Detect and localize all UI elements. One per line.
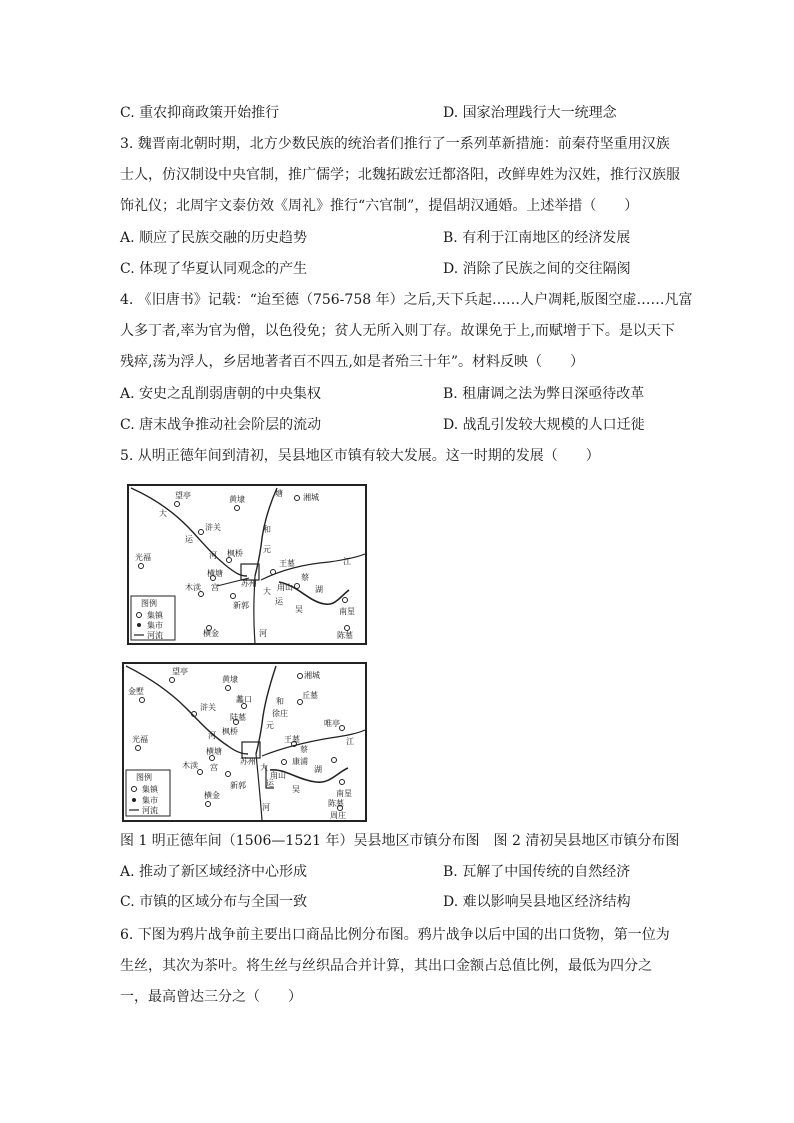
map-label: 王墓 (284, 735, 300, 744)
q4-stem-line: 残瘁,荡为浮人，乡居地著者百不四五,如是者殆三十年”。材料反映（ ） (120, 354, 585, 370)
q4-option-d: D. 战乱引发较大规模的人口迁徙 (443, 417, 645, 433)
map-label: 运 (185, 535, 193, 544)
map-label: 甪山 (277, 583, 293, 592)
map-legend-item: 集市 (147, 621, 163, 630)
map-label: 黄埭 (222, 675, 238, 684)
map-label: 河 (208, 731, 216, 740)
map-figure-1 (127, 484, 367, 645)
map-label: 河 (259, 629, 267, 638)
q4-option-c: C. 唐末战争推动社会阶层的流动 (120, 417, 322, 433)
map-label: 湖 (315, 585, 323, 594)
map-label: 苏州 (240, 757, 256, 766)
q3-stem-line: 饰礼仪；北周宇文泰仿效《周礼》推行“六官制”，提倡胡汉通婚。上述举措（ ） (120, 198, 639, 214)
map-label: 大 (263, 587, 271, 596)
q4-stem-line: 人多丁者,率为官为僧，以色役免；贫人无所入则丁存。故课免于上,而赋增于下。是以天下 (120, 323, 675, 339)
map-label: 蔡 (301, 573, 309, 582)
map-label: 和 (276, 697, 284, 706)
map-label: 河 (262, 803, 270, 812)
map-legend-item: 河流 (142, 806, 158, 815)
map-label: 苏州 (241, 579, 257, 588)
map-label: 黄埭 (229, 495, 245, 504)
map-label: 枫桥 (222, 727, 238, 736)
map-label: 唯亭 (324, 719, 340, 728)
map-label: 运 (266, 779, 274, 788)
map-label: 周庄 (330, 811, 346, 820)
map-label: 王墓 (279, 559, 295, 568)
q6-stem-line: 生丝，其次为茶叶。将生丝与丝织品合并计算，其出口金额占总值比例，最低为四分之 (120, 958, 652, 974)
q3-option-c: C. 体现了华夏认同观念的产生 (120, 261, 308, 277)
q5-option-c: C. 市镇的区域分布与全国一致 (120, 894, 308, 910)
map-label: 大 (260, 763, 268, 772)
map-label: 横塘 (206, 747, 222, 756)
map-legend-item: 集市 (142, 796, 158, 805)
q5-option-d: D. 难以影响吴县地区经济结构 (443, 894, 631, 910)
map-label: 宫 (210, 763, 218, 772)
q3-stem-line: 士人，仿汉制设中央官制，推广儒学；北魏拓跋宏迁都洛阳，改鲜卑姓为汉姓，推行汉族服 (120, 167, 680, 183)
map-label: 光福 (132, 735, 148, 744)
map-label: 南星 (336, 789, 352, 798)
map-label: 望亭 (175, 491, 191, 500)
map-label: 木渎 (185, 583, 201, 592)
map-label: 横金 (204, 791, 220, 800)
map-1-drawing (129, 486, 365, 643)
map-legend-title: 图例 (136, 773, 152, 782)
map-label: 徐庄 (272, 709, 288, 718)
map-figure-2 (122, 662, 367, 822)
map-label: 浒关 (205, 523, 221, 532)
map-label: 丘墓 (302, 691, 318, 700)
map-2-drawing (124, 664, 365, 820)
q4-stem-line: 4. 《旧唐书》记载：“迨至德（756-758 年）之后,天下兵起……人户凋耗,版图空虚……凡富 (120, 292, 693, 308)
q5-option-a: A. 推动了新区域经济中心形成 (120, 864, 308, 880)
map-label: 运 (275, 597, 283, 606)
map-label: 河 (209, 551, 217, 560)
map-legend-item: 集镇 (147, 611, 163, 620)
q2-option-d: D. 国家治理践行大一统理念 (443, 105, 617, 121)
q5-stem: 5. 从明正德年间到清初，吴县地区市镇有较大发展。这一时期的发展（ ） (120, 448, 600, 464)
map-label: 蔡 (300, 745, 308, 754)
figure-caption: 图 1 明正德年间（1506—1521 年）吴县地区市镇分布图 图 2 清初吴县地区市镇分布图 (120, 833, 680, 849)
map-label: 宫 (211, 583, 219, 592)
q4-option-b: B. 租庸调之法为弊日深亟待改革 (443, 386, 645, 402)
map-label: 望亭 (172, 667, 188, 676)
map-label: 湖 (314, 765, 322, 774)
map-label: 陈墓 (328, 799, 344, 808)
map-label: 蠡口 (236, 695, 252, 704)
map-label: 吴 (295, 605, 303, 614)
q4-option-a: A. 安史之乱削弱唐朝的中央集权 (120, 386, 322, 402)
q6-stem-line: 6. 下图为鸦片战争前主要出口商品比例分布图。鸦片战争以后中国的出口货物，第一位为 (120, 927, 670, 943)
map-label: 光福 (135, 553, 151, 562)
map-label: 南星 (339, 607, 355, 616)
map-label: 和 (263, 525, 271, 534)
map-label: 塘 (275, 489, 283, 498)
map-label: 陈墓 (337, 631, 353, 640)
map-label: 江 (346, 737, 354, 746)
map-label: 横塘 (207, 569, 223, 578)
q2-option-c: C. 重农抑商政策开始推行 (120, 105, 280, 121)
map-label: 枫桥 (227, 549, 243, 558)
map-label: 陆墓 (230, 713, 246, 722)
map-label: 湘城 (303, 493, 319, 502)
map-label: 大 (159, 509, 167, 518)
map-label: 金墅 (128, 687, 144, 696)
map-label: 康浦 (292, 757, 308, 766)
map-label: 元 (266, 721, 274, 730)
map-label: 横金 (203, 629, 219, 638)
map-label: 浒关 (200, 703, 216, 712)
map-label: 吴 (292, 785, 300, 794)
q3-option-a: A. 顺应了民族交融的历史趋势 (120, 230, 308, 246)
map-legend-item: 集镇 (142, 785, 158, 794)
q5-option-b: B. 瓦解了中国传统的自然经济 (443, 864, 631, 880)
map-label: 湘城 (304, 671, 320, 680)
q6-stem-line: 一，最高曾达三分之（ ） (120, 989, 302, 1005)
map-legend-item: 河流 (147, 631, 163, 640)
map-label: 元 (263, 545, 271, 554)
map-label: 木渎 (182, 761, 198, 770)
q3-option-b: B. 有利于江南地区的经济发展 (443, 230, 631, 246)
map-label: 江 (343, 557, 351, 566)
map-label: 甪山 (270, 771, 286, 780)
map-label: 新郭 (230, 781, 246, 790)
q3-stem-line: 3. 魏晋南北朝时期，北方少数民族的统治者们推行了一系列革新措施：前秦苻坚重用汉族 (120, 136, 670, 152)
q3-option-d: D. 消除了民族之间的交往隔阂 (443, 261, 631, 277)
map-label: 新郭 (233, 601, 249, 610)
map-legend-title: 图例 (141, 599, 157, 608)
